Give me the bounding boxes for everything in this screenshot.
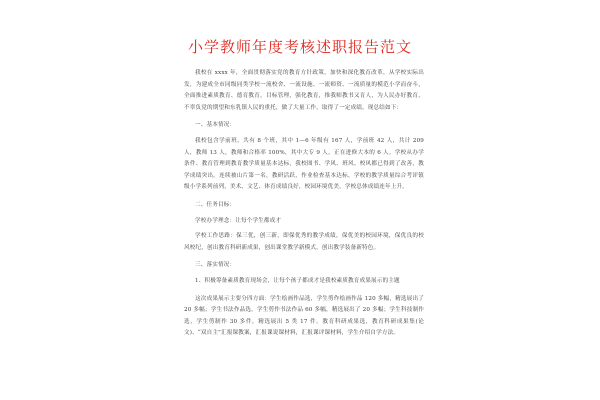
document-title: 小学教师年度考核述职报告范文	[187, 38, 412, 56]
document-body	[184, 68, 424, 340]
section-heading-basic: 一、基本情况：	[195, 122, 236, 129]
intro-paragraph: 我校在 xxxx 年，全面贯彻落实党的教育方针政策，加快和深化教育改革，从学校实际出发，为建成全市同级同类学校一流校舍、一流设施、一流师资、一流质量的模范小学而奋斗，全面推进素质教育、德育教育，目标管理，强化教育，推我师教书又育人，为人民办好教育，不辜负党的期望和东乳镇人民的重托，做了大量工作，取得了一定成绩。现总结如下：	[184, 70, 424, 111]
basic-situation-paragraph: 我校包含学前班，共有 8 个班，其中 1—6 年级有 167 人，学前班 42 人，共计 209 人，教师 13 人，教师和合格率 100%，其中大专 9 人，正在进修大本的 6 人。学校从办学条件、教育管理到教育教学质量基本达标，我校图书、学风、班风、校风都已得到了改善，教学成绩突出。连续被山片第一名，教研活跃，作业检查基本达标，学校的教学质量综合考评镇级小学系列前列，美术、文艺、体育成绩良好，校园环境优美，学校总体成绩连年上升。	[184, 137, 424, 191]
exhibition-paragraph: 这次成果展示主要分四方面：学生绘画作品选，学生剪作绘画作品 120 多幅，精选展出了 20 多幅；学生书法作品选，学生剪作书法作品 60 多幅，精选展出了 20 多幅；学生科技制作选，学生剪制作 30 多件，精选展出 5 类 17 件。教育科研成果选，教育科研成果集(论文)、“双自主”汇报课教案，汇报课说课材料，汇报课评课材料，学生介绍自学方法。	[184, 295, 424, 337]
section-heading-goals: 二、任务目标：	[195, 201, 236, 208]
work-approach-paragraph: 学校工作思路：保三优，创三新，即保优秀的教学成绩，保优美的校园环境，保优良的校风校纪，创出教育科研新成果，创出课堂教学新模式，创出教学装备新特色。	[184, 233, 424, 251]
implementation-item-1: 1、积极筹备素质教育现场会，让每个孩子都成才是我校素质教育成果展示的主题	[195, 277, 400, 284]
section-heading-implementation: 三、落实情况：	[195, 262, 236, 269]
school-philosophy-paragraph: 学校办学理念：让每个学生都成才	[195, 217, 282, 224]
